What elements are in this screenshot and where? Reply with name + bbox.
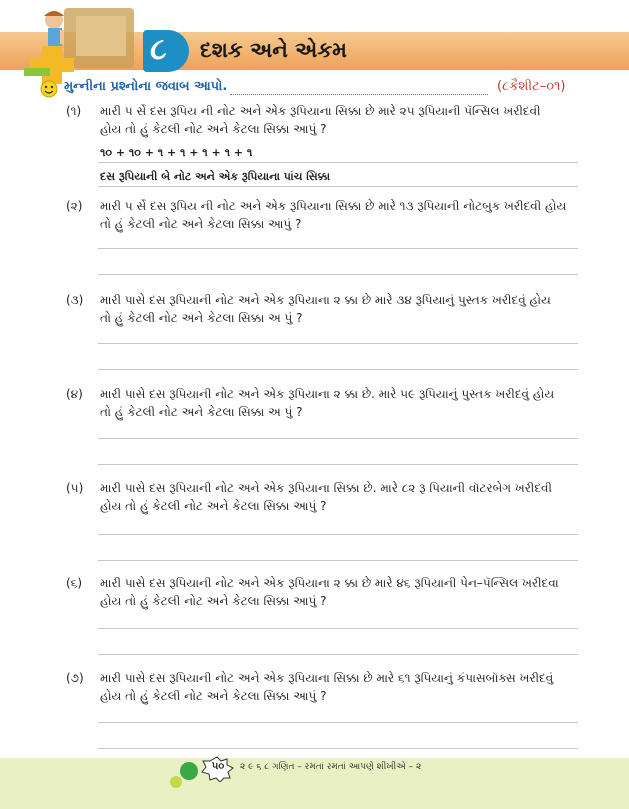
answer-rule (98, 654, 578, 655)
answer-rule (98, 560, 578, 561)
question-7-line-2: હોય તો હું કેટલી નોટ અને કેટલા સિક્કા આપું ? (100, 689, 327, 703)
answer-rule (98, 748, 578, 749)
question-7-number: (૭) (66, 671, 84, 685)
question-4-number: (૪) (66, 387, 83, 401)
question-2-number: (૨) (66, 199, 83, 213)
question-1-answer-sum: ૧૦ + ૧૦ + ૧ + ૧ + ૧ + ૧ + ૧ (100, 146, 253, 159)
answer-rule (98, 534, 578, 535)
answer-rule (98, 464, 578, 465)
question-3-line-2: તો હું કેટલી નોટ અને કેટલા સિક્કા અ પું ? (100, 311, 303, 325)
question-1-answer-text: દસ રૂપિયાની બે નોટ અને એક રૂપિયાના પાંચ સિક્કા (100, 170, 331, 183)
decorative-dot (170, 776, 182, 788)
answer-rule (98, 628, 578, 629)
answer-rule (98, 162, 578, 163)
decorative-dot (180, 762, 198, 780)
question-2-line-2: તો હું કેટલી નોટ અને કેટલા સિક્કા આપું ? (100, 217, 302, 231)
smiley-icon (40, 80, 58, 98)
question-6-number: (૬) (66, 576, 83, 590)
question-5-line-1: મારી પાસે દસ રૂપિયાની નોટ અને એક રૂપિયાના સિક્કા છે. મારે ૮૨ રૂ પિયાની વૉટરબેગ ખરીદવી (100, 481, 552, 495)
question-7-line-1: મારી પાસે દસ રૂપિયાની નોટ અને એક રૂપિયાના સિક્કા છે મારે ૬૧ રૂપિયાનું કંપાસબૉક્સ ખરીદવું (100, 671, 554, 685)
chapter-title: દશક અને એકમ (200, 38, 347, 62)
instruction-text: મુન્નીના પ્રશ્નોના જવાબ આપો. (64, 79, 228, 94)
chapter-number: ૮ (150, 32, 167, 67)
question-3-line-1: મારી પાસે દસ રૂપિયાની નોટ અને એક રૂપિયાના ૨ ક્કા છે મારે ૩૪ રૂપિયાનું પુસ્તક ખરીદવું હોય (100, 293, 551, 307)
worksheet-code: (૮કૈશીટ–૦૧) (497, 79, 566, 94)
answer-rule (98, 343, 578, 344)
question-6-line-2: હોય તો હું કેટલી નોટ અને કેટલા સિક્કા આપું ? (100, 594, 327, 608)
answer-rule (98, 722, 578, 723)
question-6-line-1: મારી પાસે દસ રૂપિયાની નોટ અને એક રૂપિયાના ૨ ક્કા છે મારે ૪૬ રૂપિયાની પેન–પૅન્સિલ ખરીદવા (100, 576, 559, 590)
dotted-divider (230, 94, 488, 95)
question-5-line-2: હોય તો હું કેટલી નોટ અને કેટલા સિક્કા આપું ? (100, 499, 327, 513)
page-number: ૫૦ (211, 761, 225, 772)
question-5-number: (૫) (66, 481, 84, 495)
question-1-line-2: હોય તો હું કેટલી નોટ અને કેટલા સિક્કા આપું ? (100, 122, 327, 136)
answer-rule (98, 186, 578, 187)
question-1-number: (૧) (66, 104, 82, 118)
mascot-illustration (24, 6, 140, 86)
answer-rule (98, 248, 578, 249)
answer-rule (98, 438, 578, 439)
question-1-line-1: મારી પ ર્સે દસ રૂપિય ની નોટ અને એક રૂપિયાના સિક્કા છે મારે ૨૫ રૂપિયાની પૅન્સિલ ખરીદવી (100, 104, 541, 118)
answer-rule (98, 274, 578, 275)
question-2-line-1: મારી પ ર્સે દસ રૂપિય ની નોટ અને એક રૂપિયાના સિક્કા છે મારે ૧૩ રૂપિયાની નોટબુક ખરીદવી હોય (100, 199, 567, 213)
question-4-line-1: મારી પાસે દસ રૂપિયાની નોટ અને એક રૂપિયાના ૨ ક્કા છે. મારે ૫૯ રૂપિયાનું પુસ્તક ખરીદવું હોય (100, 387, 555, 401)
answer-rule (98, 369, 578, 370)
question-4-line-2: તો હું કેટલી નોટ અને કેટલા સિક્કા અ પું ? (100, 405, 303, 419)
footer-book-title: ૨ ૯ ૬ ૮ ગણિત – રમતાં રમતાં આપણે શીખીએ – ૨ (240, 762, 422, 772)
question-3-number: (૩) (66, 293, 84, 307)
